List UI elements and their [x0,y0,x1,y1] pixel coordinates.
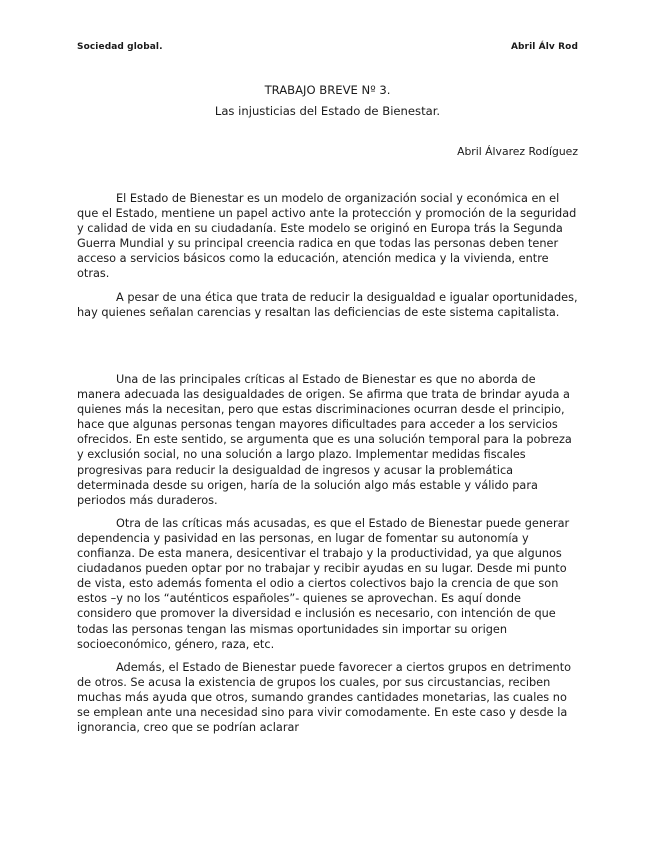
paragraph: Otra de las críticas más acusadas, es que el Estado de Bienestar puede generar dependencia y pasividad en las personas, en lugar de fomentar su autonomía y confianza. De esta manera, desicentivar el trabajo y la productividad, ya que algunos ciudadanos pueden optar por no trabajar y recibir ayudas en su lugar. Desde mi punto de vista, esto además fomenta el odio a ciertos colectivos bajo la crencia de que son estos –y no los “auténticos españoles”- quienes se aprovechan. Es aquí donde considero que promover la diversidad e inclusión es necesario, con intención de que todas las personas tengan las mismas oportunidades sin importar su origen socioeconómico, género, raza, etc. [77,516,570,651]
header-course: Sociedad global. [77,42,163,52]
author-name: Abril Álvarez Rodíguez [457,145,578,158]
paragraph: Además, el Estado de Bienestar puede favorecer a ciertos grupos en detrimento de otros. Se acusa la existencia de grupos los cuales, por sus circustancias, reciben muchas más ayuda que otros, sumando grandes cantidades monetarias, las cuales no se emplean ante una necesidad sino para vivir comodamente. En este caso y desde la ignorancia, creo que se podrían aclarar [77,660,572,735]
document-subtitle: Las injusticias del Estado de Bienestar. [214,104,441,118]
header-author-short: Abril Álv Rod [510,42,578,52]
document-title: TRABAJO BREVE Nº 3. [264,83,391,97]
paragraph: Una de las principales críticas al Estado de Bienestar es que no aborda de manera adecuada las desigualdades de origen. Se afirma que trata de brindar ayuda a quienes más la necesitan, pero que estas discriminaciones ocurran desde el principio, hace que algunas personas tengan mayores dificultades para acceder a los servicios ofrecidos. En este sentido, se argumenta que es una solución temporal para la pobreza y exclusión social, no una solución a largo plazo. Implementar medidas fiscales progresivas para reducir la desigualdad de ingresos y acusar la problemática determinada desde su origen, haría de la solución algo más estable y válido para periodos más duraderos. [77,373,572,507]
paragraph: A pesar de una ética que trata de reducir la desigualdad e igualar oportunidades, hay quienes señalan carencias y resaltan las deficiencias de este sistema capitalista. [77,290,578,319]
body-section-critiques [77,372,578,743]
paragraph: El Estado de Bienestar es un modelo de organización social y económica en el que el Estado, mentiene un papel activo ante la protección y promoción de la seguridad y calidad de vida en su ciudadanía. Este modelo se originó en Europa trás la Segunda Guerra Mundial y su principal creencia radica en que todas las personas deben tener acceso a servicios básicos como la educación, atención medica y la vivienda, entre otras. [77,192,577,281]
page-header [77,42,578,52]
body-section-intro [77,191,578,328]
